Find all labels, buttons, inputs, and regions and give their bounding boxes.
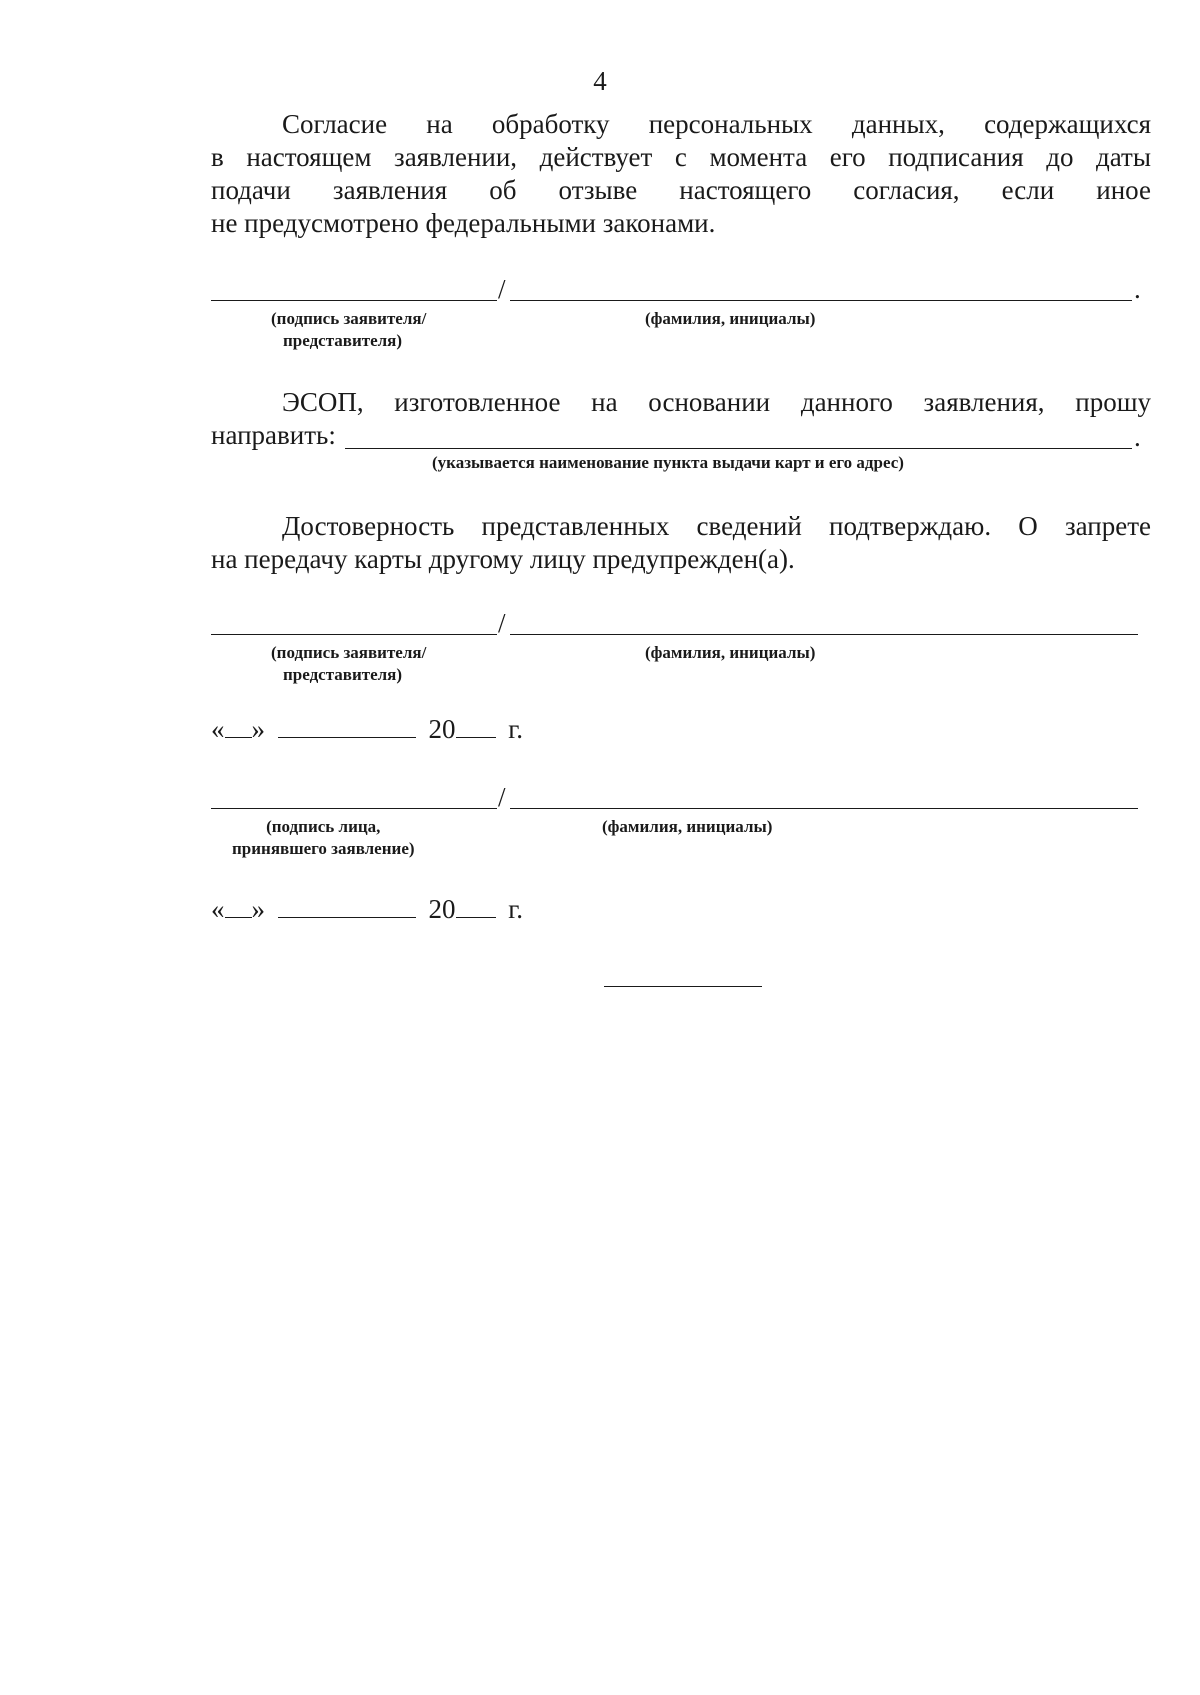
year-prefix: 20 bbox=[428, 894, 456, 924]
reliability-line-2: на передачу карты другому лицу предупрежден(а). bbox=[211, 544, 795, 574]
year-suffix: г. bbox=[508, 894, 524, 924]
caption-name: (фамилия, инициалы) bbox=[602, 817, 773, 836]
caption-signature-line-2: принявшего заявление) bbox=[232, 839, 415, 858]
page-number: 4 bbox=[593, 66, 607, 96]
close-quote: » bbox=[251, 714, 265, 744]
open-quote: « bbox=[211, 894, 225, 924]
caption-signature-line-2: представителя) bbox=[283, 331, 403, 350]
name-line[interactable] bbox=[510, 300, 1132, 301]
reliability-line-1: Достоверность представленных сведений подтверждаю. О запрете bbox=[282, 511, 1151, 541]
esop-caption: (указывается наименование пункта выдачи карт и его адрес) bbox=[432, 453, 904, 472]
day-field[interactable] bbox=[225, 895, 252, 918]
caption-name: (фамилия, инициалы) bbox=[645, 309, 816, 328]
slash-separator: / bbox=[498, 782, 506, 812]
esop-end-mark: . bbox=[1134, 422, 1141, 452]
caption-name: (фамилия, инициалы) bbox=[645, 643, 816, 662]
caption-signature bbox=[232, 816, 415, 860]
closing-separator-line bbox=[604, 986, 762, 987]
signature-line[interactable] bbox=[211, 300, 497, 301]
consent-paragraph bbox=[211, 108, 1151, 240]
caption-signature-line-2: представителя) bbox=[283, 665, 403, 684]
caption-signature-line-1: (подпись заявителя/ bbox=[271, 309, 427, 328]
caption-signature-line-1: (подпись лица, bbox=[266, 817, 381, 836]
reliability-paragraph bbox=[211, 510, 1151, 576]
name-line[interactable] bbox=[510, 808, 1138, 809]
year-field[interactable] bbox=[456, 895, 496, 918]
day-field[interactable] bbox=[225, 715, 252, 738]
month-field[interactable] bbox=[278, 715, 416, 738]
caption-signature bbox=[271, 642, 426, 686]
month-field[interactable] bbox=[278, 895, 416, 918]
consent-line-3: подачи заявления об отзыве настоящего согласия, если иное bbox=[211, 175, 1151, 205]
caption-signature-line-1: (подпись заявителя/ bbox=[271, 643, 427, 662]
consent-line-2: в настоящем заявлении, действует с момента его подписания до даты bbox=[211, 142, 1151, 172]
year-prefix: 20 bbox=[428, 714, 456, 744]
date-row-1 bbox=[211, 714, 523, 744]
consent-line-4: не предусмотрено федеральными законами. bbox=[211, 208, 716, 238]
caption-signature bbox=[271, 308, 426, 352]
slash-separator: / bbox=[498, 608, 506, 638]
esop-line-1: ЭСОП, изготовленное на основании данного заявления, прошу bbox=[282, 387, 1151, 417]
year-suffix: г. bbox=[508, 714, 524, 744]
pickup-point-line[interactable] bbox=[345, 448, 1132, 449]
signature-line[interactable] bbox=[211, 634, 497, 635]
consent-line-1: Согласие на обработку персональных данных, содержащихся bbox=[282, 109, 1151, 139]
close-quote: » bbox=[251, 894, 265, 924]
name-line[interactable] bbox=[510, 634, 1138, 635]
end-mark: . bbox=[1134, 274, 1141, 304]
esop-line-2-label: направить: bbox=[211, 420, 336, 450]
date-row-2 bbox=[211, 894, 523, 924]
signature-line[interactable] bbox=[211, 808, 497, 809]
open-quote: « bbox=[211, 714, 225, 744]
slash-separator: / bbox=[498, 274, 506, 304]
year-field[interactable] bbox=[456, 715, 496, 738]
esop-paragraph bbox=[211, 386, 1151, 452]
